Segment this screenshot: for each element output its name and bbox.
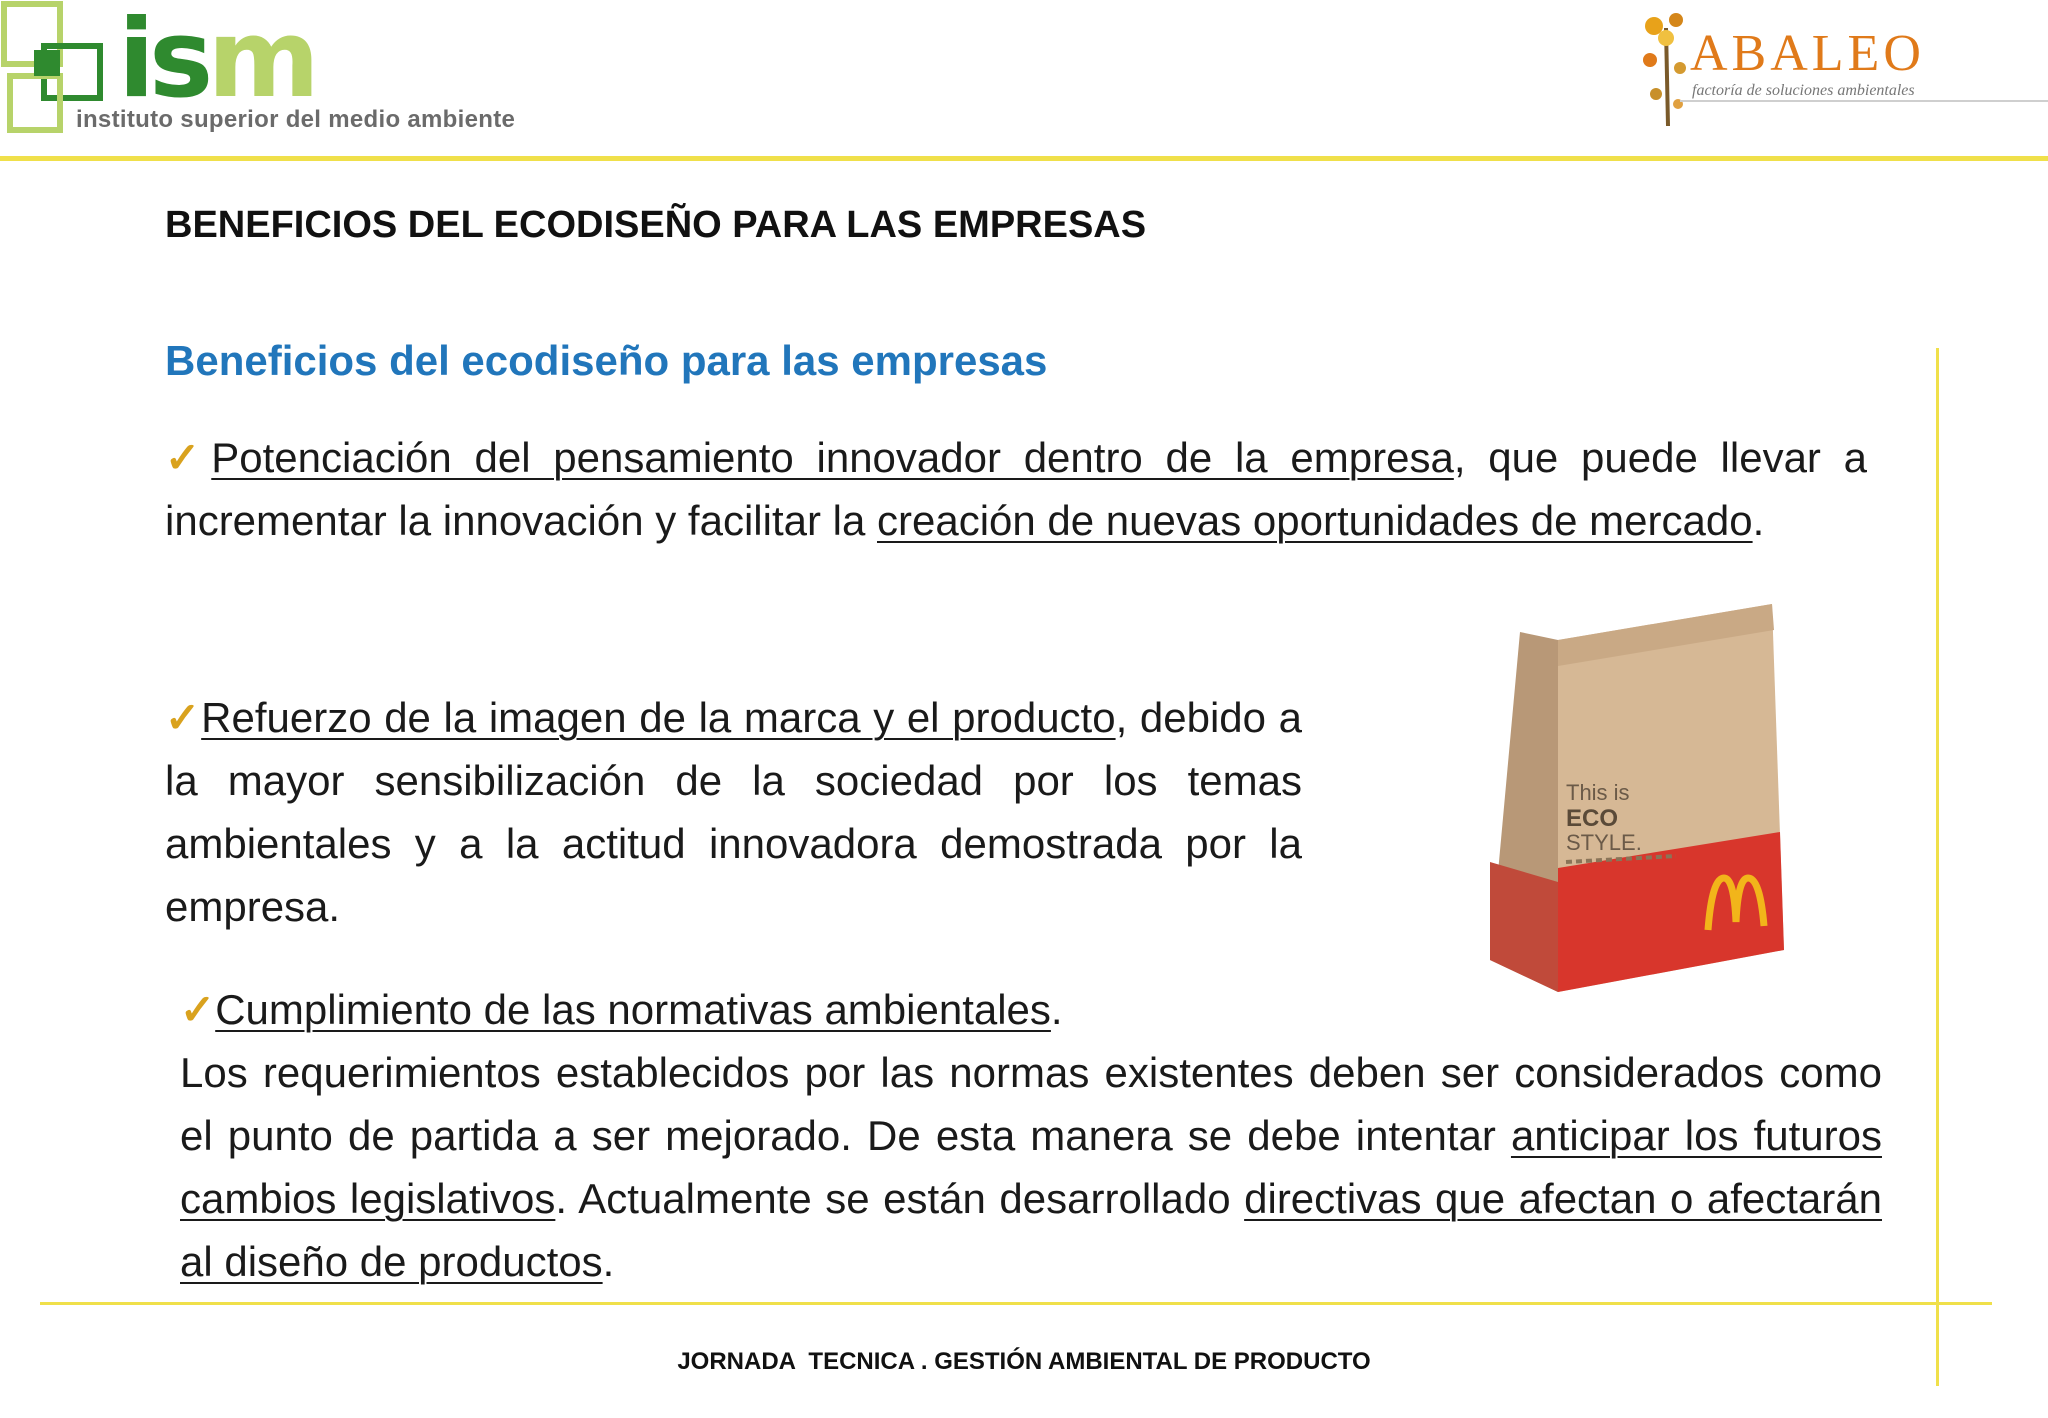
bullet-innovation [165, 426, 1867, 552]
bullet-3-lead: Cumplimiento de las normativas ambientales [215, 986, 1051, 1033]
checkmark-icon: ✓ [180, 986, 216, 1033]
ism-letter-m: m [207, 0, 314, 122]
section-heading: Beneficios del ecodiseño para las empresas [165, 337, 1048, 384]
bullet-2-text: , debido a la mayor sensibilización de la sociedad por los temas ambientales y a la actitud innovadora demostrada por la empresa. [165, 694, 1302, 930]
checkmark-icon: ✓ [165, 434, 212, 481]
bullet-1-underlined: creación de nuevas oportunidades de mercado [877, 497, 1753, 544]
footer-text: JORNADA TECNICA . GESTIÓN AMBIENTAL DE PRODUCTO [677, 1348, 1371, 1375]
header-divider [0, 156, 2048, 161]
bullet-1-lead: Potenciación del pensamiento innovador dentro de la empresa [211, 434, 1454, 481]
page-title: BENEFICIOS DEL ECODISEÑO PARA LAS EMPRESAS [165, 204, 1147, 246]
bullet-3-end: . [602, 1238, 615, 1285]
abaleo-name: ABALEO [1690, 25, 1925, 82]
bag-text-3: STYLE. [1566, 830, 1642, 855]
footer-divider [40, 1302, 1992, 1305]
bullet-3-period: . [1050, 986, 1063, 1033]
abaleo-underline [1680, 100, 2048, 102]
ism-tagline: instituto superior del medio ambiente [76, 106, 516, 133]
abaleo-subtitle: factoría de soluciones ambientales [1692, 82, 1915, 99]
bullet-1-end: . [1752, 497, 1765, 544]
bullet-3-underlined-legislation: anticipar los futuros cambios legislativos [180, 1112, 1882, 1222]
bullet-2-lead: Refuerzo de la imagen de la marca y el producto [201, 694, 1116, 741]
bullet-1-text: , que puede llevar a incrementar la innovación y facilitar la [165, 434, 1868, 544]
paper-bag-image [1480, 600, 1810, 1000]
ism-letter-i: i [118, 0, 150, 122]
bag-text-2: ECO [1566, 805, 1619, 832]
bullet-3-text: Los requerimientos establecidos por las normas existentes deben ser considerados como el punto de partida a ser mejorado. De esta manera se debe intentar [180, 1049, 1882, 1159]
flower-icon [1636, 8, 1696, 128]
right-divider [1936, 348, 1939, 1386]
bullet-brand-image [165, 686, 1302, 938]
bag-text-1: This is [1566, 780, 1630, 805]
ism-wordmark [118, 0, 314, 122]
checkmark-icon: ✓ [165, 694, 202, 741]
bullet-compliance [180, 978, 1882, 1293]
ism-logo [0, 0, 540, 150]
bullet-3-text-2: . Actualmente se están desarrollado [555, 1175, 1245, 1222]
bullet-3-underlined-directives: directivas que afectan o afectarán al diseño de productos [180, 1175, 1882, 1285]
ism-letter-s: s [149, 0, 208, 122]
